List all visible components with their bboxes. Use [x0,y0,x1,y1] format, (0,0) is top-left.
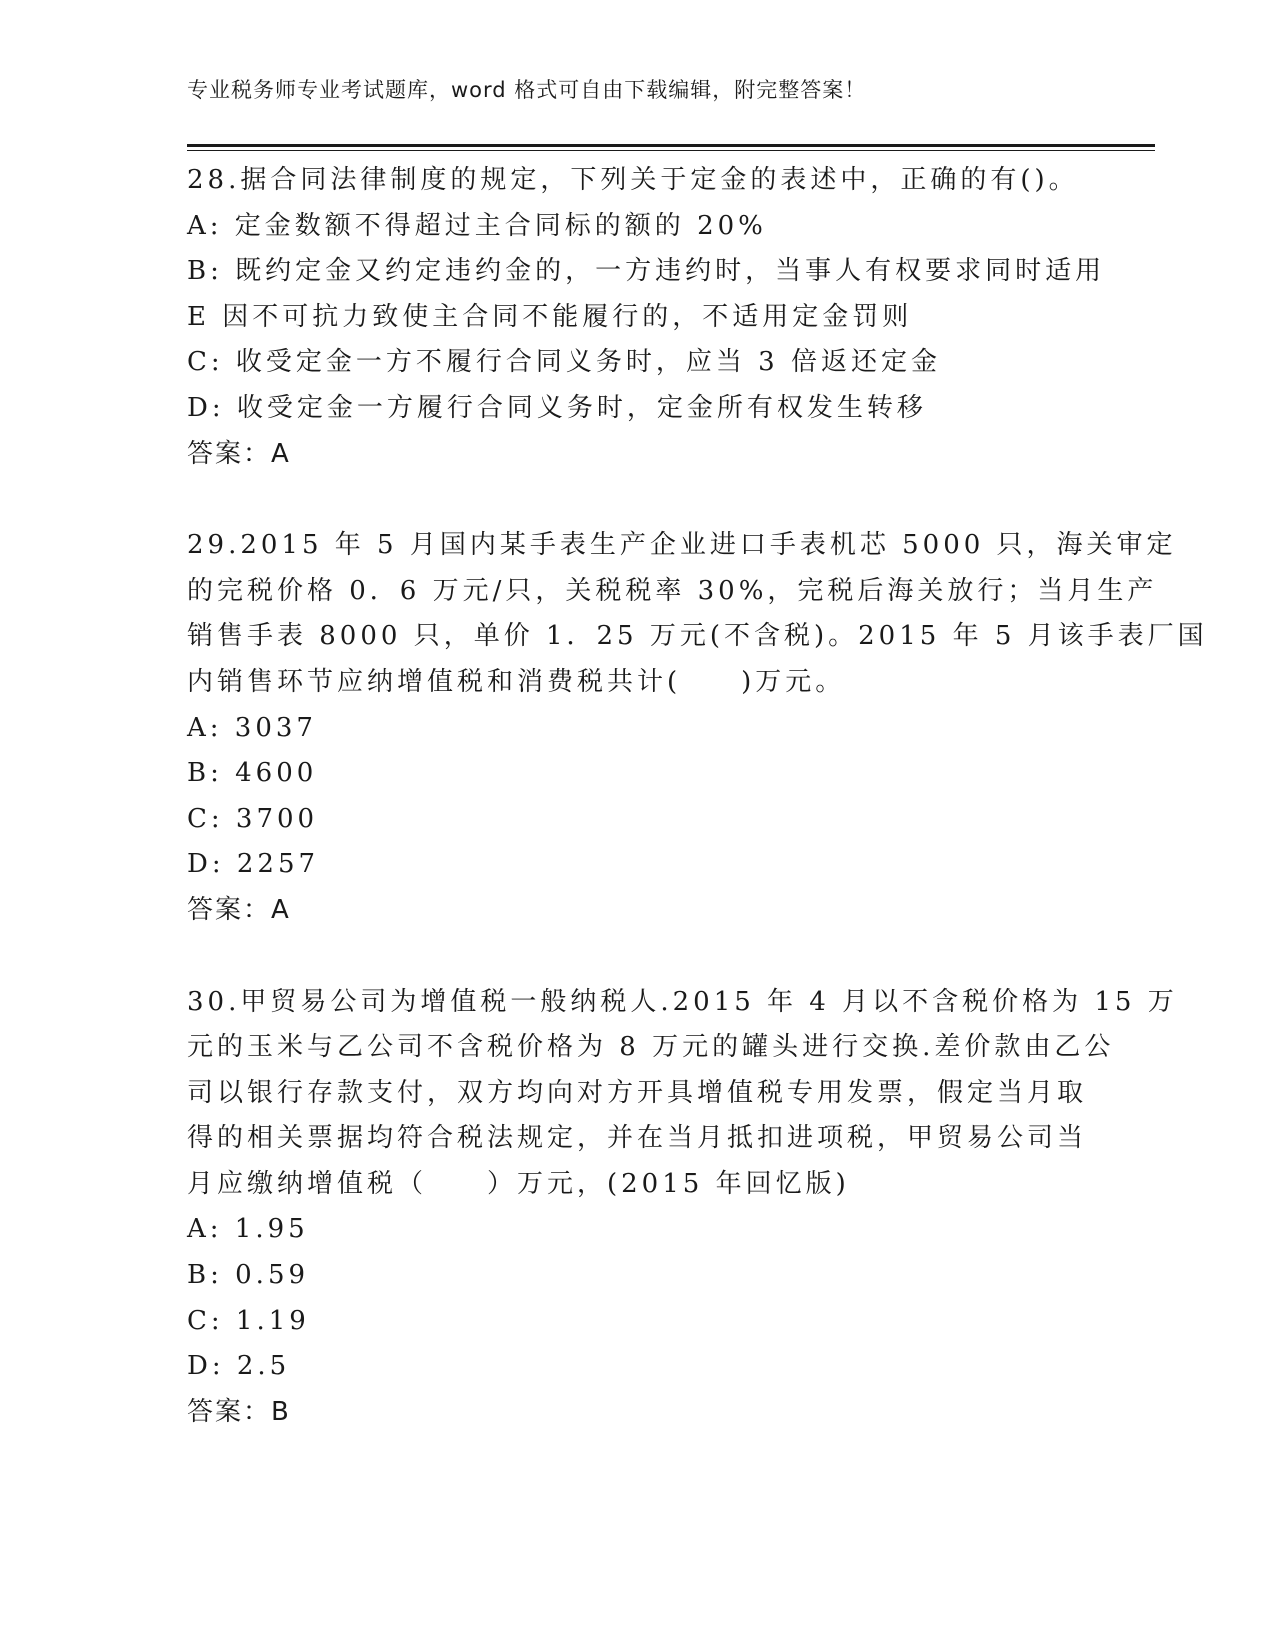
option-a: A: 定金数额不得超过主合同标的额的 20% [187,210,767,241]
question-stem: 30.甲贸易公司为增值税一般纳税人.2015 年 4 月以不含税价格为 15 万 [187,986,1178,1017]
option-d: D: 2.5 [187,1351,291,1382]
option-b: B: 4600 [187,758,318,789]
question-stem: 28.据合同法律制度的规定，下列关于定金的表述中，正确的有()。 [187,165,1079,195]
question-stem: 司以银行存款支付，双方均向对方开具增值税专用发票，假定当月取 [187,1077,1088,1108]
page-header: 专业税务师专业考试题库，word 格式可自由下载编辑，附完整答案！ [187,78,867,102]
option-e: E 因不可抗力致使主合同不能履行的，不适用定金罚则 [187,301,913,332]
option-b: B: 既约定金又约定违约金的，一方违约时，当事人有权要求同时适用 [187,256,1106,287]
option-b: B: 0.59 [187,1260,310,1291]
question-30 [187,980,1178,1436]
answer: 答案：B [187,1396,291,1427]
option-c: C: 1.19 [187,1305,310,1336]
option-c: C: 3700 [187,803,319,834]
question-list [187,158,1208,1481]
header-rule-thick [187,144,1155,147]
question-stem: 得的相关票据均符合税法规定，并在当月抵扣进项税，甲贸易公司当 [187,1123,1088,1154]
question-29 [187,523,1208,933]
header-rule-thin [187,150,1155,151]
answer: 答案：A [187,894,291,925]
option-d: D: 收受定金一方履行合同义务时，定金所有权发生转移 [187,392,927,423]
question-stem: 内销售环节应纳增值税和消费税共计( )万元。 [187,666,846,697]
option-c: C: 收受定金一方不履行合同义务时，应当 3 倍返还定金 [187,347,941,378]
question-stem: 元的玉米与乙公司不含税价格为 8 万元的罐头进行交换.差价款由乙公 [187,1032,1115,1063]
option-d: D: 2257 [187,849,320,880]
option-a: A: 1.95 [187,1214,309,1245]
question-stem: 的完税价格 0．6 万元/只，关税税率 30%，完税后海关放行；当月生产 [187,575,1158,606]
question-28 [187,158,1106,477]
option-a: A: 3037 [187,712,317,743]
answer: 答案：A [187,438,291,469]
question-stem: 月应缴纳增值税（ ）万元，(2015 年回忆版) [187,1168,850,1199]
question-stem: 29.2015 年 5 月国内某手表生产企业进口手表机芯 5000 只，海关审定 [187,530,1177,561]
question-stem: 销售手表 8000 只，单价 1．25 万元(不含税)。2015 年 5 月该手表厂国 [187,621,1208,652]
